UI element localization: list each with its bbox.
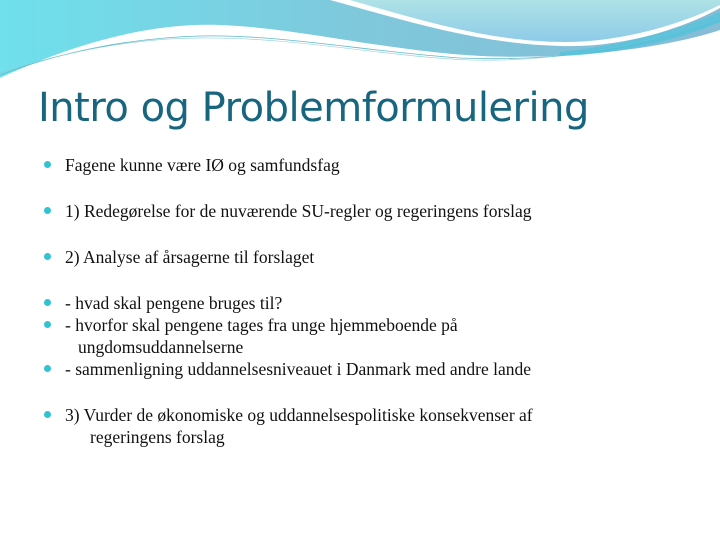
bullet-item xyxy=(44,200,704,222)
bullet-list xyxy=(44,154,704,448)
bullet-text: - sammenligning uddannelsesniveauet i Danmark med andre lande xyxy=(65,359,532,379)
slide-title: Intro og Problemformulering xyxy=(38,85,589,131)
bullet-item xyxy=(44,292,704,314)
bullet-text: - hvorfor skal pengene tages fra unge hjemmeboende på xyxy=(65,315,458,335)
bullet-item xyxy=(44,314,704,358)
bullet-text: 1) Redegørelse for de nuværende SU-regler og regeringens forslag xyxy=(65,201,532,221)
bullet-item xyxy=(44,404,704,448)
bullet-dot-icon xyxy=(44,321,51,328)
bullet-dot-icon xyxy=(44,207,51,214)
bullet-item xyxy=(44,358,704,380)
bullet-text: 3) Vurder de økonomiske og uddannelsespolitiske konsekvenser af xyxy=(65,405,533,425)
bullet-item xyxy=(44,154,704,176)
bullet-dot-icon xyxy=(44,299,51,306)
bullet-dot-icon xyxy=(44,253,51,260)
bullet-text: 2) Analyse af årsagerne til forslaget xyxy=(65,247,315,267)
bullet-text: - hvad skal pengene bruges til? xyxy=(65,293,283,313)
bullet-dot-icon xyxy=(44,161,51,168)
bullet-continuation: regeringens forslag xyxy=(90,427,225,447)
bullet-continuation: ungdomsuddannelserne xyxy=(78,337,244,357)
bullet-text: Fagene kunne være IØ og samfundsfag xyxy=(65,155,340,175)
bullet-dot-icon xyxy=(44,411,51,418)
bullet-item xyxy=(44,246,704,268)
bullet-dot-icon xyxy=(44,365,51,372)
